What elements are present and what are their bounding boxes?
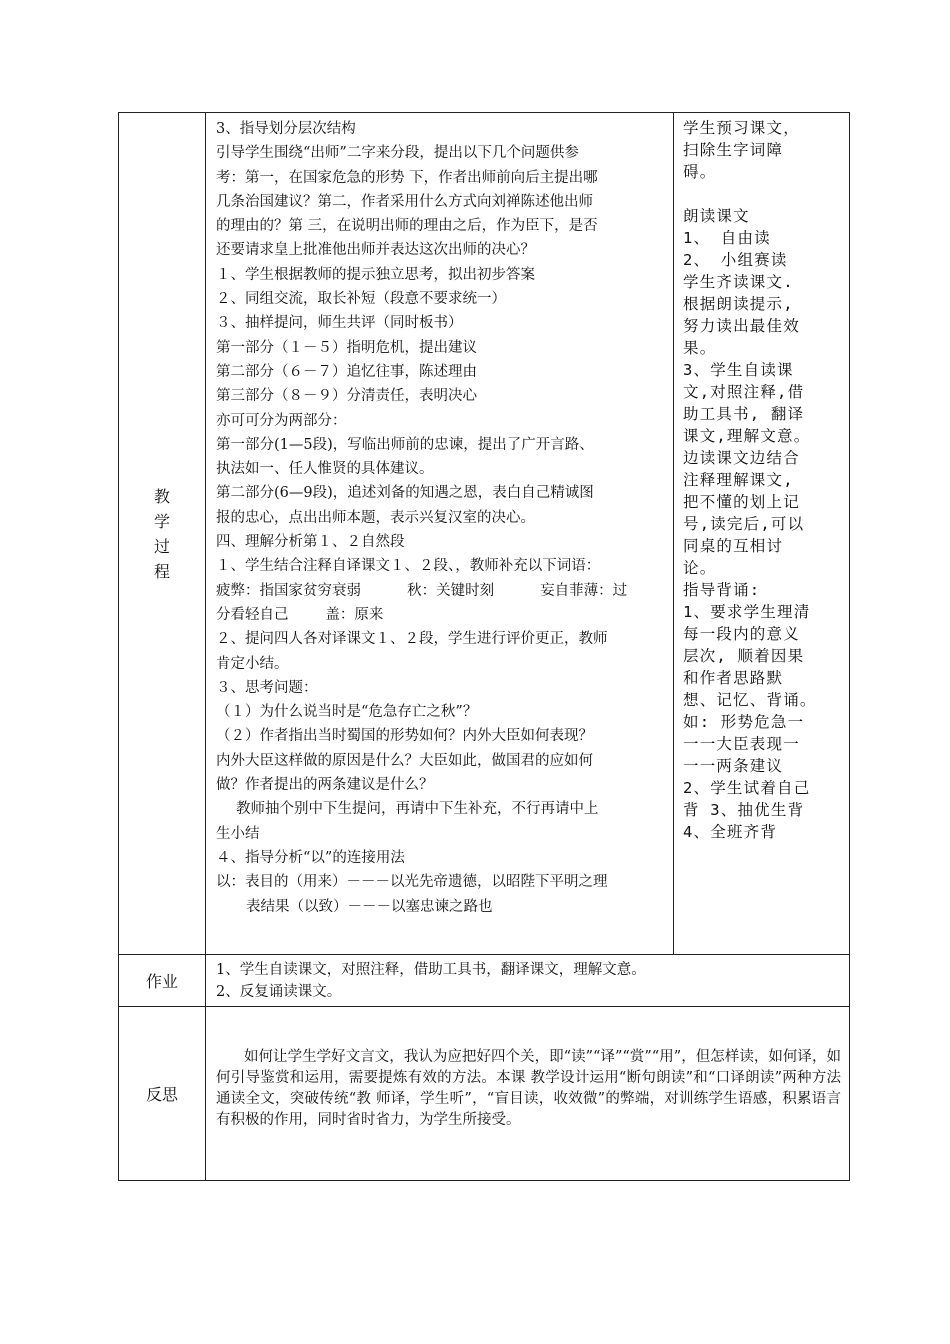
process-line: ２、同组交流，取长补短（段意不要求统一） [216, 291, 506, 308]
activity-line: 扫除生字词障 [683, 141, 784, 159]
activity-line: 助工具书, 翻译 [683, 405, 805, 423]
activity-line: 学生齐读课文. [683, 273, 794, 291]
process-line: 疲弊：指国家贫穷衰弱 秋：关键时刻 妄自菲薄：过 [216, 582, 628, 599]
homework-label: 作业 [145, 972, 178, 991]
activity-line: 如: 形势危急一 [683, 713, 805, 731]
process-line: 亦可可分为两部分： [216, 412, 347, 429]
activity-line: 一一大臣表现一 [683, 735, 800, 753]
activity-line: 和作者思路默 [683, 669, 784, 687]
homework-line: 1、学生自读课文，对照注释，借助工具书，翻译课文，理解文意。 [216, 962, 646, 978]
activity-line: 朗读课文 [683, 207, 750, 225]
activity-line: 同桌的互相讨 [683, 537, 784, 555]
activity-line: 一一两条建议 [683, 757, 784, 775]
homework-row [119, 955, 850, 1007]
process-line: 教师抽个别中下生提问，再请中下生补充，不行再请中上 [236, 801, 599, 818]
process-line: 第一部分(1—5段)，写临出师前的忠谏，提出了广开言路、 [216, 436, 594, 453]
process-line: 四、理解分析第１、２自然段 [216, 534, 405, 551]
reflection-content-cell [206, 1007, 850, 1181]
process-line: 生小结 [216, 825, 260, 842]
activity-line: 学生预习课文， [683, 119, 800, 137]
activity-line: 1、要求学生理清 [683, 603, 811, 621]
homework-line: 2、反复诵读课文。 [216, 984, 342, 1000]
process-line: 考：第一，在国家危急的形势 下，作者出师前向后主提出哪 [216, 169, 598, 186]
reflection-label-cell [119, 1007, 206, 1181]
process-line: 以：表目的（用来）－－－以光先帝遗德，以昭陛下平明之理 [216, 874, 608, 891]
process-content-cell [206, 113, 674, 955]
process-line: 的理由的？第 三，在说明出师的理由之后，作为臣下，是否 [216, 218, 598, 235]
student-activity-cell [674, 113, 850, 955]
process-line: 引导学生围绕“出师”二字来分段，提出以下几个问题供参 [216, 145, 579, 162]
activity-line: 边读课文边结合 [683, 449, 800, 467]
lesson-plan-table [118, 112, 850, 1181]
activity-line: 文,对照注释,借 [683, 383, 805, 401]
activity-line: 果。 [683, 339, 717, 357]
process-line: 内外大臣这样做的原因是什么？大臣如此，做国君的应如何 [216, 752, 593, 769]
homework-label-cell [119, 955, 206, 1007]
activity-line: 1、 自由读 [683, 229, 771, 247]
process-line: 肯定小结。 [216, 655, 289, 672]
activity-line: 背 3、抽优生背 [683, 801, 805, 819]
process-line: 分看轻自己 盖：原来 [216, 606, 384, 623]
activity-line: 想、记忆、背诵。 [683, 691, 817, 709]
activity-line: 注释理解课文, [683, 471, 794, 489]
process-line: 报的忠心，点出出师本题，表示兴复汉室的决心。 [216, 509, 535, 526]
activity-line: 把不懂的划上记 [683, 493, 800, 511]
process-line: ４、指导分析“以”的连接用法 [216, 849, 405, 866]
process-line: 第三部分（８－９）分清责任，表明决心 [216, 388, 477, 405]
process-line: ２、提问四人各对译课文１、２段，学生进行评价更正，教师 [216, 631, 608, 648]
reflection-label: 反思 [145, 1085, 178, 1104]
process-line: 3、指导划分层次结构 [216, 121, 356, 137]
activity-line: 每一段内的意义 [683, 625, 800, 643]
activity-line: 努力读出最佳效 [683, 317, 800, 335]
activity-line: 2、 小组赛读 [683, 251, 788, 269]
process-line: 第一部分（１－５）指明危机，提出建议 [216, 339, 477, 356]
homework-content-cell [206, 955, 850, 1007]
process-line: 还要请求皇上批准他出师并表达这次出师的决心？ [216, 242, 535, 259]
reflection-text: 如何让学生学好文言文，我认为应把好四个关，即“读”“译”“赏”“用”，但怎样读，如何译，如何引导鉴赏和运用，需要提炼有效的方法。本课 教学设计运用“断句朗读”和“口译朗读”两种方法通读全文，突破传统“教 师译，学生听”，“盲目读，收效微”的弊端，对训练学生语感，积累语言有积极的作用，同时省时省力，为学生所接受。 [216, 1049, 841, 1128]
activity-line: 根据朗读提示, [683, 295, 794, 313]
activity-line: 指导背诵: [683, 581, 761, 599]
process-line: １、学生结合注释自译课文１、２段、，教师补充以下词语： [216, 558, 601, 575]
activity-line: 4、全班齐背 [683, 823, 778, 841]
process-label-cell [119, 113, 206, 955]
process-line: 第二部分(6—9段)，追述刘备的知遇之恩，表白自己精诚图 [216, 485, 594, 502]
process-line: ３、抽样提问，师生共评（同时板书） [216, 315, 463, 332]
process-line: 几条治国建议？第二，作者采用什么方式向刘禅陈述他出师 [216, 193, 593, 210]
activity-spacer [683, 183, 843, 205]
process-line: （１）为什么说当时是“危急存亡之秋”？ [216, 704, 478, 721]
process-line: 做？作者提出的两条建议是什么？ [216, 777, 434, 794]
activity-line: 层次, 顺着因果 [683, 647, 805, 665]
activity-line: 3、学生自读课 [683, 361, 794, 379]
process-line: ３、思考问题： [216, 679, 318, 696]
process-line: 表结果（以致）－－－以塞忠谏之路也 [246, 898, 493, 915]
activity-line: 课文,理解文意。 [683, 427, 811, 445]
process-row [119, 113, 850, 955]
activity-line: 2、学生试着自己 [683, 779, 811, 797]
reflection-row [119, 1007, 850, 1181]
activity-line: 碍。 [683, 163, 717, 181]
activity-line: 号,读完后,可以 [683, 515, 805, 533]
process-line: （２）作者指出当时蜀国的形势如何？内外大臣如何表现？ [216, 728, 593, 745]
process-label: 教学过程 [153, 486, 170, 581]
process-line: 执法如一、任人惟贤的具体建议。 [216, 461, 434, 478]
activity-line: 论。 [683, 559, 717, 577]
process-line: 第二部分（６－７）追忆往事，陈述理由 [216, 363, 477, 380]
process-line: １、学生根据教师的提示独立思考，拟出初步答案 [216, 266, 535, 283]
